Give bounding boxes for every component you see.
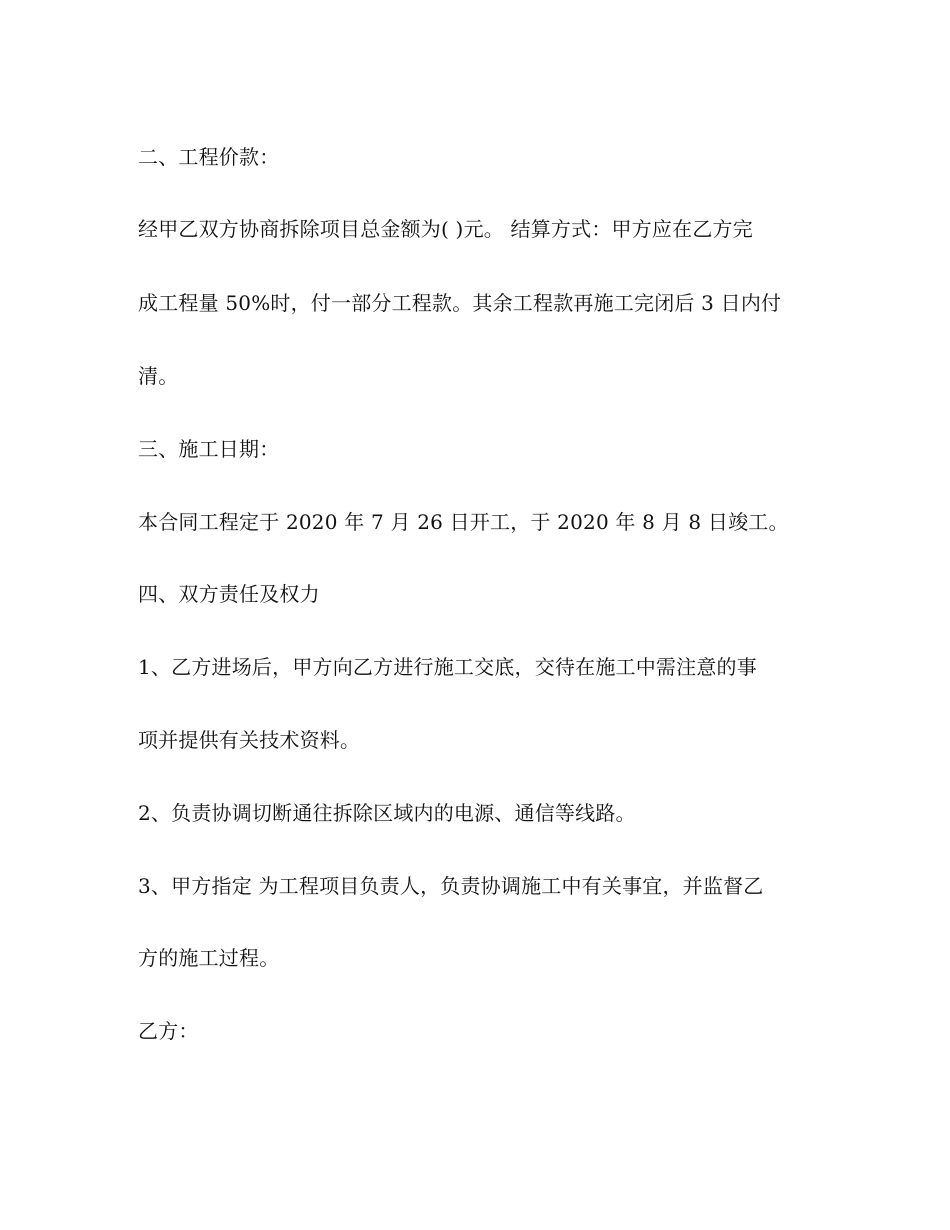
list-item-line: 1、乙方进场后，甲方向乙方进行施工交底，交待在施工中需注意的事 [138,655,757,679]
section-heading-price: 二、工程价款： [138,145,280,169]
paragraph-line: 经甲乙双方协商拆除项目总金额为( )元。 结算方式：甲方应在乙方完 [138,217,753,241]
list-item-line: 项并提供有关技术资料。 [138,728,361,752]
list-item-line: 方的施工过程。 [138,946,280,970]
section-heading-responsibilities: 四、双方责任及权力 [138,582,320,606]
paragraph-line: 本合同工程定于 2020 年 7 月 26 日开工，于 2020 年 8 月 8 日竣工。 [138,510,789,534]
list-item-line: 3、甲方指定 为工程项目负责人，负责协调施工中有关事宜，并监督乙 [138,874,764,898]
list-item-line: 2、负责协调切断通往拆除区域内的电源、通信等线路。 [138,801,636,825]
party-b-label: 乙方： [138,1019,199,1043]
paragraph-line: 成工程量 50%时，付一部分工程款。其余工程款再施工完闭后 3 日内付 [138,291,782,315]
paragraph-line: 清。 [138,364,179,388]
section-heading-date: 三、施工日期： [138,437,280,461]
